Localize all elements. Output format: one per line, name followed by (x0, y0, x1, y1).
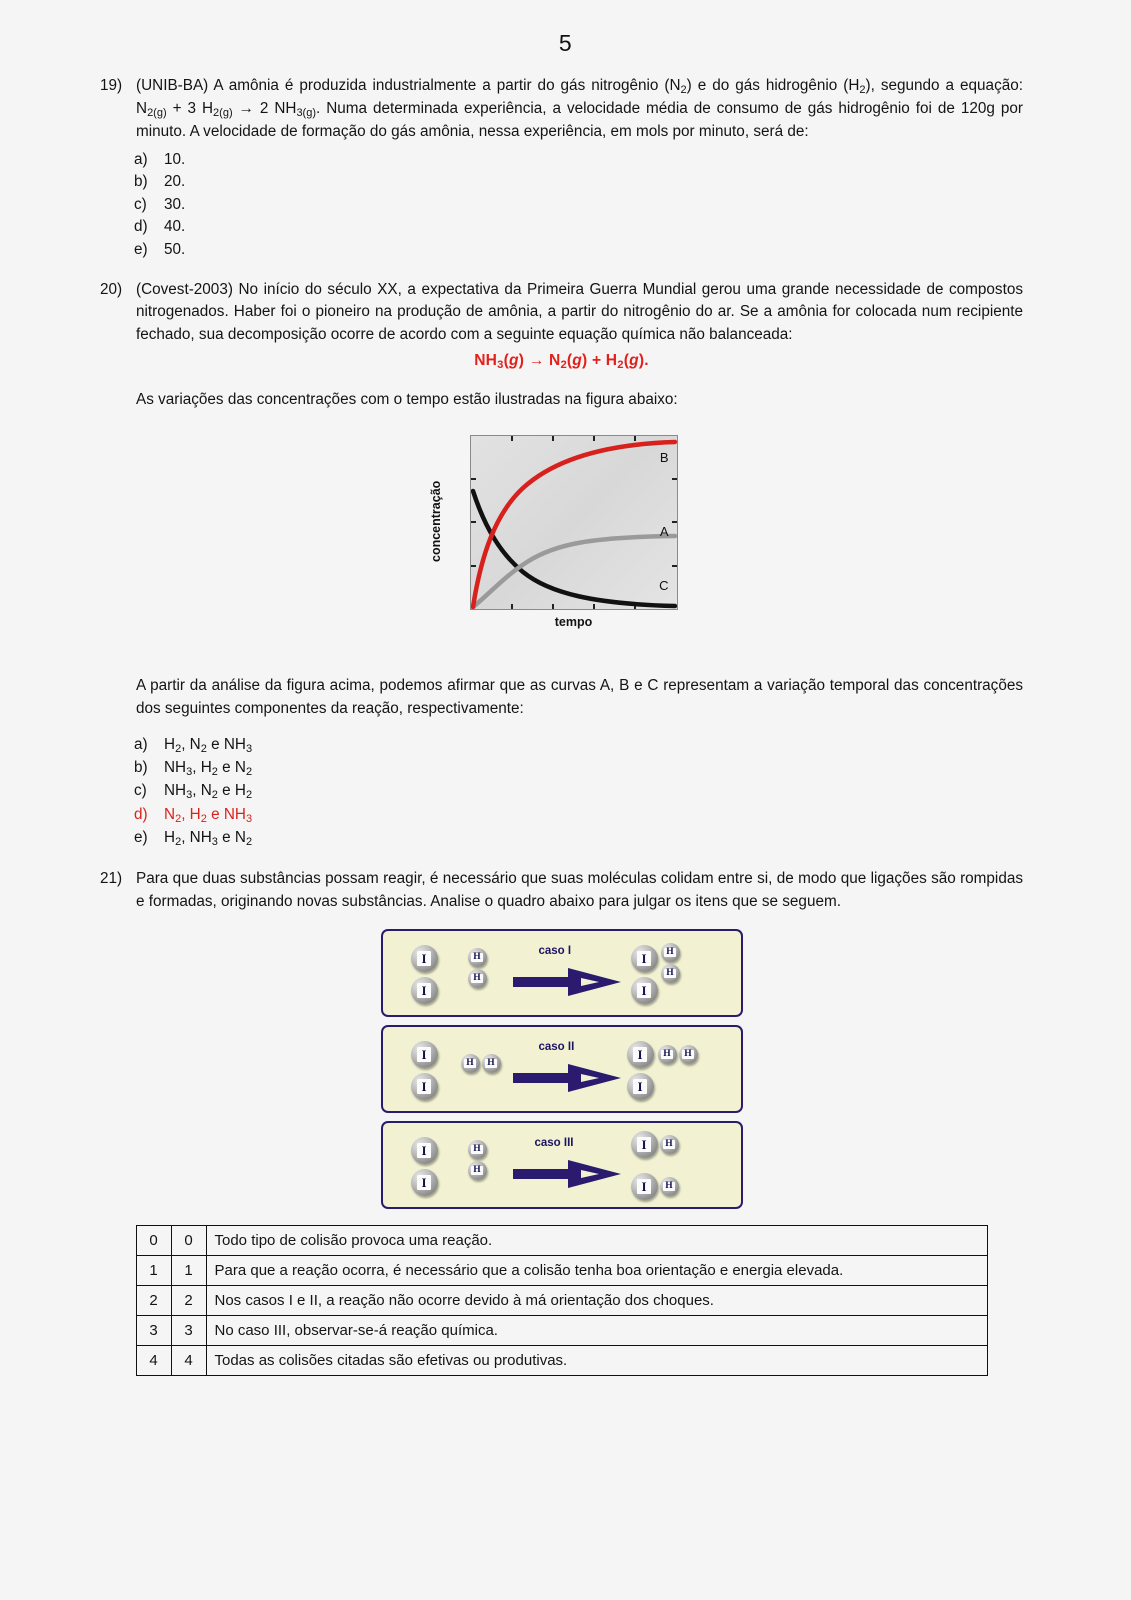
row-0-col1: 0 (136, 1225, 171, 1255)
row-2-col1: 2 (136, 1285, 171, 1315)
alt-20-e-text: $H_2$, $NH_3$ e $N_2$ (164, 828, 253, 848)
q19-text-a: (UNIB-BA) A amônia é produzida industrialmente a partir do gás nitrogênio (N (136, 77, 681, 94)
eq-sub-2: 2 (560, 359, 567, 372)
case1-label: caso I (538, 944, 572, 957)
alternative-19-b[interactable] (134, 171, 1023, 193)
q19-text-f: . Numa determinada experiência, a velocidade média de consumo de gás hidrogênio foi de 120g por minuto. A velocidade de formação do gás amônia, nessa experiência, em mols por minuto, será de: (136, 100, 1023, 141)
question-20-number: 20) (100, 281, 123, 299)
case1-reactant-iodine-bottom: I (411, 977, 438, 1004)
q19-sub-c: 2(g) (147, 107, 167, 120)
alt-19-b-letter: b) (134, 173, 148, 191)
case1-reactant-iodine-top: I (411, 945, 438, 972)
row-3-statement: No caso III, observar-se-á reação química. (206, 1315, 987, 1345)
case3-reactant-hydrogen-top: H (468, 1140, 487, 1159)
case-panel-1 (381, 929, 743, 1017)
row-0-col2: 0 (171, 1225, 206, 1255)
case2-reactant-hydrogen-right: H (482, 1054, 501, 1073)
alternative-20-a[interactable] (134, 734, 1023, 757)
q19-sub-b: 2 (859, 84, 866, 97)
figure-followup-text: A partir da análise da figura acima, podemos afirmar que as curvas A, B e C representam a variação temporal das concentrações dos seguintes componentes da reação, respectivamente: (136, 677, 1023, 717)
case3-product-hydrogen-bottom: H (660, 1177, 679, 1196)
case2-reactant-iodine-top: I (411, 1041, 438, 1068)
case1-product-iodine-bottom: I (631, 977, 658, 1004)
question-19 (100, 75, 1023, 144)
question-19-statement (136, 75, 1023, 144)
eq-sub-3: 2 (617, 359, 624, 372)
judgement-table (136, 1225, 988, 1376)
case2-reactant-hydrogen-left: H (461, 1054, 480, 1073)
case3-reactant-iodine-top: I (411, 1137, 438, 1164)
question-20-statement: (Covest-2003) No início do século XX, a expectativa da Primeira Guerra Mundial gerou uma grande necessidade de compostos nitrogenados. Haber foi o pioneiro na produção de amônia, a partir do nitrogênio do ar. Se a amônia for colocada num recipiente fechado, sua decomposição ocorre de acordo com a seguinte equação química não balanceada: (136, 281, 1023, 343)
table-row (136, 1345, 987, 1375)
case2-reaction-arrow-icon (513, 1063, 623, 1093)
table-row (136, 1225, 987, 1255)
row-0-statement: Todo tipo de colisão provoca uma reação. (206, 1225, 987, 1255)
case2-product-hydrogen-left: H (658, 1045, 677, 1064)
alternative-20-c[interactable] (134, 780, 1023, 803)
concentration-time-chart (100, 427, 1023, 637)
row-4-col1: 4 (136, 1345, 171, 1375)
q19-text-c: ), segundo a equação: N (136, 77, 1023, 118)
alternative-20-b[interactable] (134, 757, 1023, 780)
chart-top-ticks (512, 436, 635, 441)
q19-sub-a: 2 (680, 84, 687, 97)
row-4-statement: Todas as colisões citadas são efetivas ou produtivas. (206, 1345, 987, 1375)
case1-product-hydrogen-bottom: H (661, 964, 680, 983)
case3-label: caso III (534, 1136, 574, 1149)
chart-right-ticks (672, 479, 677, 566)
alternative-19-d[interactable] (134, 216, 1023, 238)
alt-19-d-text: 40. (164, 218, 186, 236)
alt-20-b-letter: b) (134, 759, 148, 777)
question-20 (100, 279, 1023, 346)
question-21-number: 21) (100, 870, 123, 888)
alt-20-a-text: $H_2$, $N_2$ e $NH_3$ (164, 735, 253, 755)
q19-text-b: ) e do gás hidrogênio (H (686, 77, 860, 94)
chart-label-c: C (659, 578, 669, 594)
alt-19-e-letter: e) (134, 240, 148, 258)
row-1-col2: 1 (171, 1255, 206, 1285)
case2-product-iodine-top: I (627, 1041, 654, 1068)
alt-19-b-text: 20. (164, 173, 186, 191)
row-3-col1: 3 (136, 1315, 171, 1345)
alt-19-e-text: 50. (164, 240, 186, 258)
case2-product-hydrogen-right: H (679, 1045, 698, 1064)
chart-svg (471, 436, 677, 609)
alt-20-d-text: $N_2$, $H_2$ e $NH_3$ (164, 805, 253, 825)
alt-20-d-letter: d) (134, 805, 148, 823)
chart-label-a: A (659, 524, 669, 540)
row-2-col2: 2 (171, 1285, 206, 1315)
q19-sub-d: 2(g) (213, 107, 233, 120)
case3-reactant-hydrogen-bottom: H (468, 1161, 487, 1180)
alt-20-c-letter: c) (134, 782, 147, 800)
alt-20-c-text: $NH_3$, $N_2$ e $H_2$ (164, 782, 253, 802)
alt-19-c-text: 30. (164, 195, 186, 213)
row-1-col1: 1 (136, 1255, 171, 1285)
chemical-equation-decomposition: $NH_3(g) \to N_2(g) + H_2(g)$. (474, 352, 649, 372)
question-21-statement: Para que duas substâncias possam reagir, é necessário que suas moléculas colidam entre si, de modo que ligações são rompidas e formadas, originando novas substâncias. Analise o quadro abaixo para julgar os itens que se seguem. (136, 870, 1023, 910)
alternative-19-c[interactable] (134, 194, 1023, 216)
alternative-19-a[interactable] (134, 149, 1023, 171)
chart-x-axis-label: tempo (554, 615, 593, 630)
chart-plot-area (470, 435, 678, 610)
case1-reaction-arrow-icon (513, 967, 623, 997)
alt-20-a-letter: a) (134, 735, 148, 753)
table-row (136, 1285, 987, 1315)
alt-20-e-letter: e) (134, 828, 148, 846)
case2-product-iodine-bottom: I (627, 1073, 654, 1100)
case-panel-3 (381, 1121, 743, 1209)
chart-y-axis-label: concentração (428, 480, 443, 562)
question-19-alternatives (100, 149, 1023, 261)
chart-label-b: B (659, 450, 669, 466)
alt-19-a-letter: a) (134, 150, 148, 168)
alt-20-b-text: $NH_3$, $H_2$ e $N_2$ (164, 759, 253, 779)
page-content (0, 75, 1131, 1376)
q19-sub-e: 3(g) (296, 107, 316, 120)
case2-reactant-iodine-bottom: I (411, 1073, 438, 1100)
case-panel-2 (381, 1025, 743, 1113)
case3-product-iodine-bottom: I (631, 1173, 658, 1200)
eq-sub-1: 3 (497, 359, 504, 372)
question-19-number: 19) (100, 77, 123, 94)
question-20-alternatives (100, 734, 1023, 850)
alt-19-a-text: 10. (164, 150, 186, 168)
case3-reactant-iodine-bottom: I (411, 1169, 438, 1196)
q19-text-e: → 2 NH (232, 100, 297, 118)
alt-19-d-letter: d) (134, 218, 148, 236)
page-number: 5 (558, 30, 573, 56)
question-21 (100, 868, 1023, 913)
q19-text-d: + 3 H (166, 100, 214, 118)
case1-product-iodine-top: I (631, 945, 658, 972)
table-row (136, 1315, 987, 1345)
chart-bottom-ticks (512, 604, 635, 609)
case3-product-iodine-top: I (631, 1131, 658, 1158)
case1-product-hydrogen-top: H (661, 943, 680, 962)
alt-19-c-letter: c) (134, 195, 147, 213)
case3-reaction-arrow-icon (513, 1159, 623, 1189)
row-1-statement: Para que a reação ocorra, é necessário que a colisão tenha boa orientação e energia elevada. (206, 1255, 987, 1285)
collision-cases-figure (100, 929, 1023, 1209)
row-2-statement: Nos casos I e II, a reação não ocorre devido à má orientação dos choques. (206, 1285, 987, 1315)
alternative-19-e[interactable] (134, 239, 1023, 261)
table-row (136, 1255, 987, 1285)
figure-intro-text: As variações das concentrações com o tempo estão ilustradas na figura abaixo: (136, 391, 678, 409)
alternative-20-d[interactable] (134, 804, 1023, 827)
row-3-col2: 3 (171, 1315, 206, 1345)
row-4-col2: 4 (171, 1345, 206, 1375)
case1-reactant-hydrogen-top: H (468, 948, 487, 967)
case1-reactant-hydrogen-bottom: H (468, 969, 487, 988)
case2-label: caso II (538, 1040, 575, 1053)
case3-product-hydrogen-top: H (660, 1135, 679, 1154)
alternative-20-e[interactable] (134, 827, 1023, 850)
